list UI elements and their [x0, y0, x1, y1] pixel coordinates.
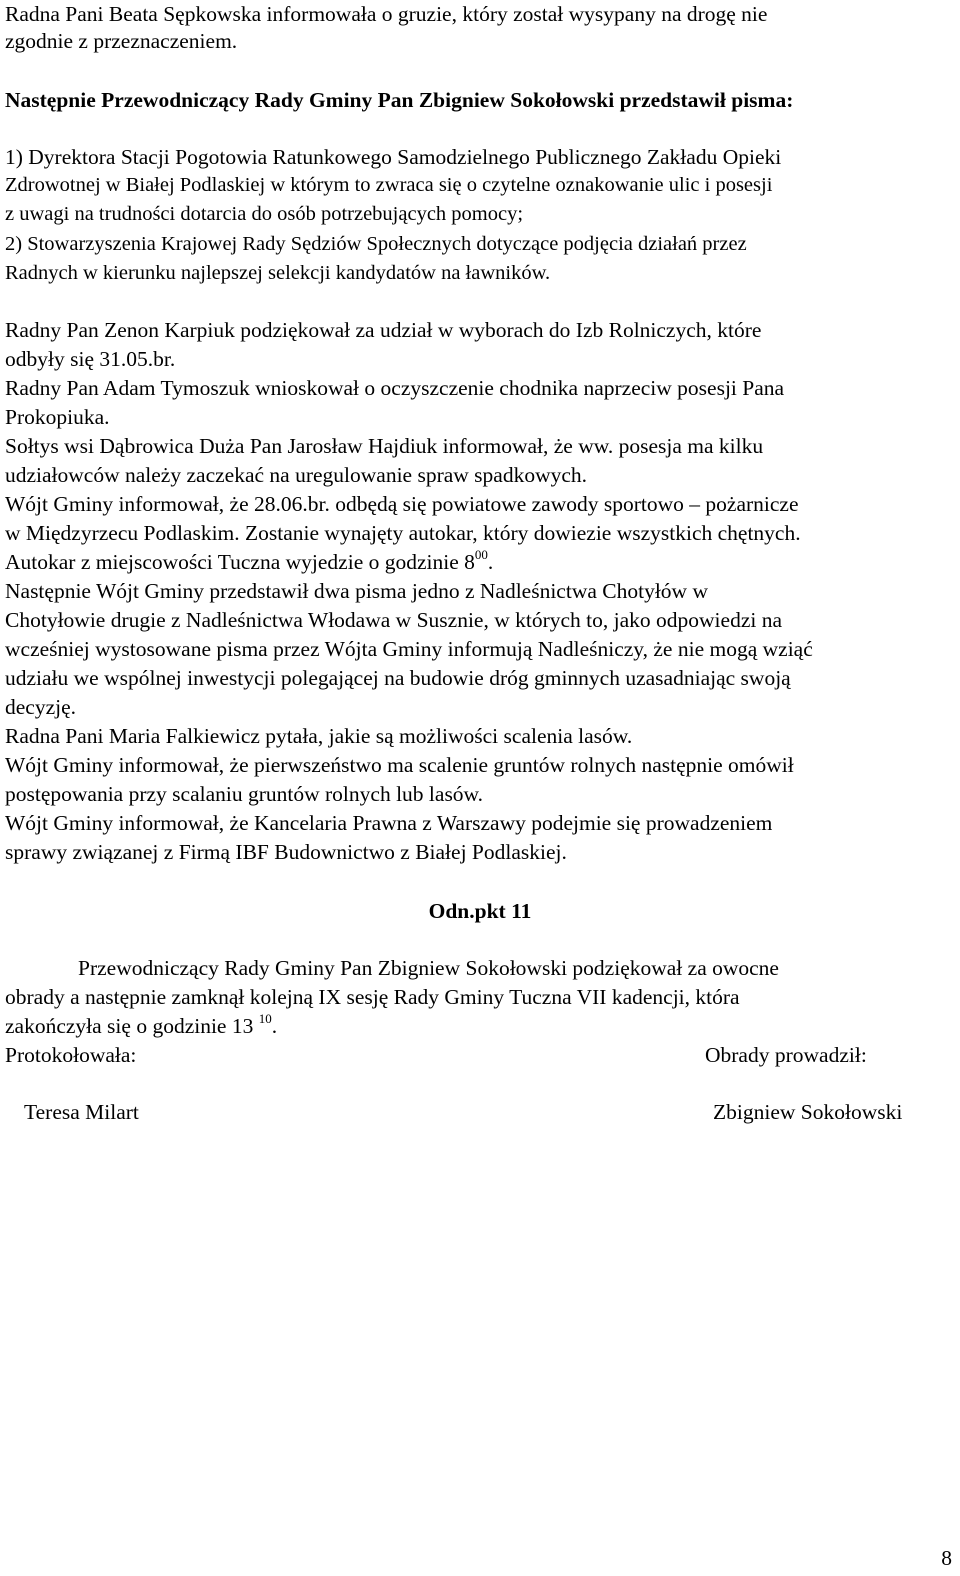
letter-1-line-3: z uwagi na trudności dotarcia do osób potrzebujących pomocy; — [5, 203, 524, 225]
letters-intro-heading: Następnie Przewodniczący Rady Gminy Pan Zbigniew Sokołowski przedstawił pisma: — [5, 88, 794, 112]
nadlesnictwa-line-3: wcześniej wystosowane pisma przez Wójta Gminy informują Nadleśniczy, że nie mogą wziąć — [5, 637, 813, 661]
nadlesnictwa-line-4: udziału we wspólnej inwestycji polegającej na budowie dróg gminnych uzasadniając swoją — [5, 666, 791, 690]
signature-right-name: Zbigniew Sokołowski — [713, 1100, 903, 1124]
closing-line-3 — [5, 1012, 277, 1040]
nadlesnictwa-line-2: Chotyłowie drugie z Nadleśnictwa Włodawa w Susznie, w których to, jako odpowiedzi na — [5, 608, 783, 632]
autokar-text: Autokar z miejscowości Tuczna wyjedzie o godzinie 8 — [5, 550, 475, 574]
hajdiuk-line-1: Sołtys wsi Dąbrowica Duża Pan Jarosław Hajdiuk informował, że ww. posesja ma kilku — [5, 434, 764, 458]
closing-text: zakończyła się o godzinie 13 — [5, 1014, 259, 1038]
section-heading: Odn.pkt 11 — [428, 899, 532, 923]
kancelaria-line-1: Wójt Gminy informował, że Kancelaria Prawna z Warszawy podejmie się prowadzeniem — [5, 811, 773, 835]
letter-1-line-1: 1) Dyrektora Stacji Pogotowia Ratunkowego Samodzielnego Publicznego Zakładu Opieki — [5, 145, 782, 169]
autokar-period: . — [487, 550, 494, 574]
karpiuk-line-1: Radny Pan Zenon Karpiuk podziękował za udział w wyborach do Izb Rolniczych, które — [5, 318, 762, 342]
falkiewicz-line: Radna Pani Maria Falkiewicz pytała, jakie są możliwości scalenia lasów. — [5, 724, 633, 748]
letter-2-line-2: Radnych w kierunku najlepszej selekcji kandydatów na ławników. — [5, 262, 551, 284]
zawody-line-2: w Międzyrzecu Podlaskim. Zostanie wynajęty autokar, który dowiezie wszystkich chętnych. — [5, 521, 801, 545]
closing-period: . — [271, 1014, 278, 1038]
tymoszuk-line-1: Radny Pan Adam Tymoszuk wnioskował o oczyszczenie chodnika naprzeciw posesji Pana — [5, 376, 785, 400]
paragraph-gruz-line-2: zgodnie z przeznaczeniem. — [5, 29, 238, 53]
scalenie-line-2: postępowania przy scalaniu gruntów rolnych lub lasów. — [5, 782, 484, 806]
signature-left-label: Protokołowała: — [5, 1043, 137, 1067]
signature-right-label: Obrady prowadził: — [705, 1043, 867, 1067]
karpiuk-line-2: odbyły się 31.05.br. — [5, 347, 176, 371]
zawody-line-1: Wójt Gminy informował, że 28.06.br. odbędą się powiatowe zawody sportowo – pożarnicze — [5, 492, 799, 516]
closing-line-1: Przewodniczący Rady Gminy Pan Zbigniew Sokołowski podziękował za owocne — [78, 956, 779, 980]
paragraph-gruz-line-1: Radna Pani Beata Sępkowska informowała o gruzie, który został wysypany na drogę nie — [5, 2, 768, 26]
scalenie-line-1: Wójt Gminy informował, że pierwszeństwo ma scalenie gruntów rolnych następnie omówił — [5, 753, 794, 777]
nadlesnictwa-line-1: Następnie Wójt Gminy przedstawił dwa pisma jedno z Nadleśnictwa Chotyłów w — [5, 579, 708, 603]
autokar-line — [5, 548, 493, 576]
signature-left-name: Teresa Milart — [24, 1100, 139, 1124]
departure-time-superscript: 00 — [474, 546, 488, 562]
hajdiuk-line-2: udziałowców należy zaczekać na uregulowanie spraw spadkowych. — [5, 463, 588, 487]
letter-2-line-1: 2) Stowarzyszenia Krajowej Rady Sędziów Społecznych dotyczące podjęcia działań przez — [5, 233, 747, 255]
closing-line-2: obrady a następnie zamknął kolejną IX sesję Rady Gminy Tuczna VII kadencji, która — [5, 985, 740, 1009]
page-number: 8 — [941, 1546, 952, 1570]
tymoszuk-line-2: Prokopiuka. — [5, 405, 110, 429]
kancelaria-line-2: sprawy związanej z Firmą IBF Budownictwo z Białej Podlaskiej. — [5, 840, 567, 864]
letter-1-line-2: Zdrowotnej w Białej Podlaskiej w którym to zwraca się o czytelne oznakowanie ulic i posesji — [5, 174, 773, 196]
closing-time-superscript: 10 — [258, 1010, 272, 1026]
nadlesnictwa-line-5: decyzję. — [5, 695, 77, 719]
